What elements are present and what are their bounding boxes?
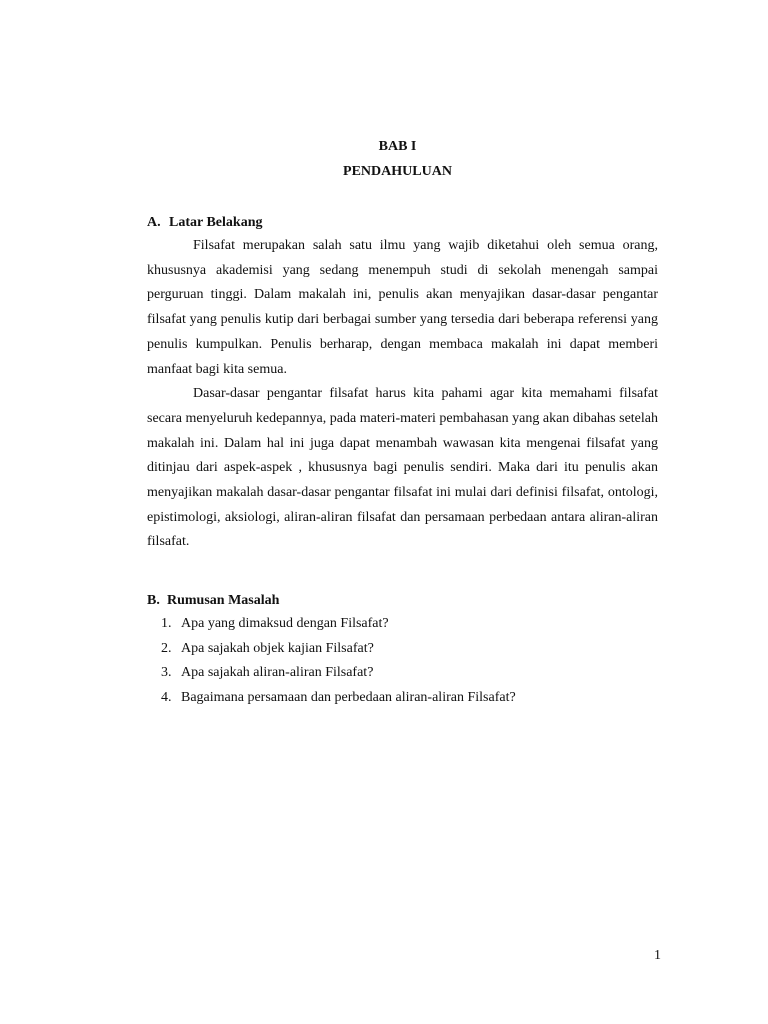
chapter-title: PENDAHULUAN bbox=[343, 164, 452, 179]
section-b-title: Rumusan Masalah bbox=[167, 593, 280, 608]
page-number: 1 bbox=[654, 948, 661, 963]
list-item-number: 1. bbox=[161, 616, 172, 631]
paragraph: Dasar-dasar pengantar filsafat harus kita pahami agar kita memahami filsafat secara menyeluruh kedepannya, pada materi-materi pembahasan yang akan dibahas setelah makalah ini. Dalam hal ini juga dapat menambah wawasan kita mengenai filsafat yang ditinjau dari aspek-aspek , khususnya bagi penulis sendiri. Maka dari itu penulis akan menyajikan makalah dasar-dasar pengantar filsafat ini mulai dari definisi filsafat, ontologi, epistimologi, aksiologi, aliran-aliran filsafat dan persamaan perbedaan antara aliran-aliran filsafat. bbox=[147, 386, 658, 550]
question-list bbox=[161, 612, 516, 711]
list-item-number: 2. bbox=[161, 640, 172, 656]
section-a-heading bbox=[147, 215, 262, 231]
list-item-text: Apa sajakah aliran-aliran Filsafat? bbox=[181, 665, 374, 681]
section-a-body bbox=[147, 234, 658, 555]
list-item bbox=[161, 686, 516, 711]
section-b-letter: B. bbox=[147, 593, 160, 608]
list-item bbox=[161, 612, 516, 637]
section-b-heading bbox=[147, 593, 279, 609]
list-item-number: 4. bbox=[161, 690, 172, 706]
list-item-text: Apa sajakah objek kajian Filsafat? bbox=[181, 640, 374, 656]
list-item bbox=[161, 637, 516, 662]
section-a-title: Latar Belakang bbox=[169, 215, 263, 230]
list-item-text: Apa yang dimaksud dengan Filsafat? bbox=[181, 616, 389, 631]
chapter-label: BAB I bbox=[378, 139, 417, 154]
list-item-text: Bagaimana persamaan dan perbedaan aliran-aliran Filsafat? bbox=[181, 690, 516, 706]
paragraph: Filsafat merupakan salah satu ilmu yang wajib diketahui oleh semua orang, khususnya akademisi yang sedang menempuh studi di sekolah menengah sampai perguruan tinggi. Dalam makalah ini, penulis akan menyajikan dasar-dasar pengantar filsafat yang penulis kutip dari berbagai sumber yang tersedia dari beberapa referensi yang penulis kumpulkan. Penulis berharap, dengan membaca makalah ini dapat memberi manfaat bagi kita semua. bbox=[147, 238, 658, 377]
section-a-letter: A. bbox=[147, 215, 161, 230]
list-item bbox=[161, 661, 516, 686]
list-item-number: 3. bbox=[161, 665, 172, 681]
